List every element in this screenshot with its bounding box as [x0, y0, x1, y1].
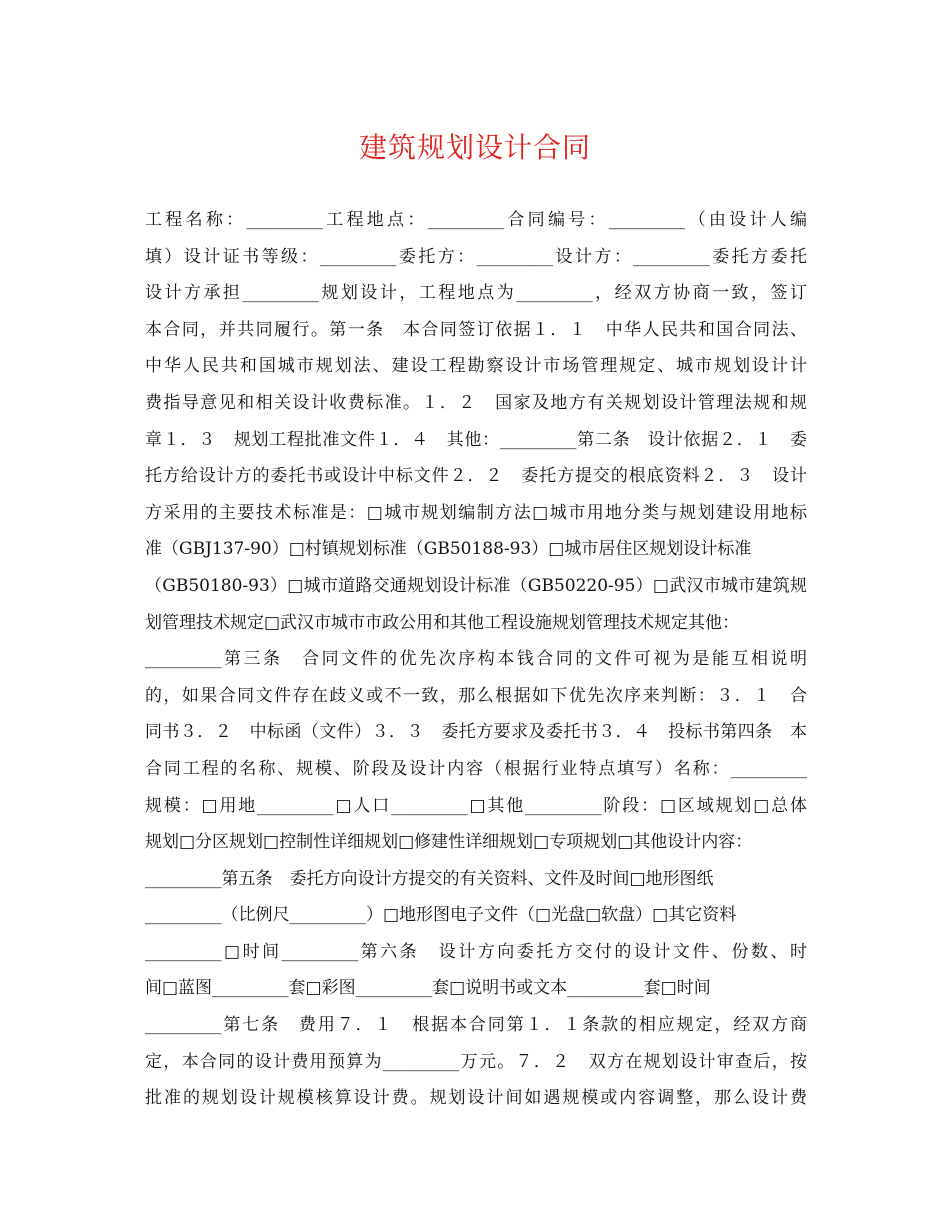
body-line: _________第七条 费用７．１ 根据本合同第１．１条款的相应规定，经双方商	[145, 1015, 807, 1036]
body-line: 费指导意见和相关设计收费标准。１．２ 国家及地方有关规划设计管理法规和规	[145, 392, 807, 413]
body-line: _________□时间_________第六条 设计方向委托方交付的设计文件、份数、时	[145, 941, 807, 962]
body-line: 间□蓝图_________套□彩图_________套□说明书或文本_________套□时间	[145, 978, 711, 999]
body-line: 定，本合同的设计费用预算为_________万元。７．２ 双方在规划设计审查后，按	[145, 1051, 807, 1072]
body-line: 准（GBJ137-90）□村镇规划标准（GB50188-93）□城市居住区规划设计标准	[145, 539, 752, 560]
body-line: 合同工程的名称、规模、阶段及设计内容（根据行业特点填写）名称：_________	[145, 758, 807, 779]
body-line: _________第三条 合同文件的优先次序构本钱合同的文件可视为是能互相说明	[145, 649, 807, 670]
body-line: 工程名称：_________工程地点：_________合同编号：_________（由设计人编	[145, 210, 807, 230]
body-line: _________（比例尺_________）□地形图电子文件（□光盘□软盘）□其它资料	[145, 905, 737, 926]
body-line: 托方给设计方的委托书或设计中标文件２．２ 委托方提交的根底资料２．３ 设计	[145, 466, 807, 487]
body-line: 规划□分区规划□控制性详细规划□修建性详细规划□专项规划□其他设计内容：	[145, 832, 753, 853]
contract-body	[145, 202, 807, 1117]
body-line: 的，如果合同文件存在歧义或不一致，那么根据如下优先次序来判断：３．１ 合	[145, 685, 807, 706]
body-line: 设计方承担_________规划设计，工程地点为_________，经双方协商一致，签订	[145, 283, 807, 304]
body-line: 批准的规划设计规模核算设计费。规划设计间如遇规模或内容调整，那么设计费	[145, 1088, 807, 1109]
body-line: 方采用的主要技术标准是：□城市规划编制方法□城市用地分类与规划建设用地标	[145, 502, 807, 523]
body-line: 规模：□用地_________□人口_________□其他_________阶段：□区域规划□总体	[145, 795, 807, 816]
body-line: 章１．３ 规划工程批准文件１．４ 其他：_________第二条 设计依据２．１ 委	[145, 429, 807, 450]
body-line: 同书３．２ 中标函（文件）３．３ 委托方要求及委托书３．４ 投标书第四条 本	[145, 722, 807, 743]
body-line: 中华人民共和国城市规划法、建设工程勘察设计市场管理规定、城市规划设计计	[145, 356, 807, 377]
body-line: （GB50180-93）□城市道路交通规划设计标准（GB50220-95）□武汉市城市建筑规	[145, 575, 807, 596]
document-title: 建筑规划设计合同	[358, 131, 591, 164]
body-line: 划管理技术规定□武汉市城市市政公用和其他工程设施规划管理技术规定其他：	[145, 612, 740, 633]
body-line: _________第五条 委托方向设计方提交的有关资料、文件及时间□地形图纸	[145, 868, 714, 889]
body-line: 本合同，并共同履行。第一条 本合同签订依据１．１ 中华人民共和国合同法、	[145, 319, 807, 340]
body-line: 填）设计证书等级：_________委托方：_________设计方：_________委托方委托	[145, 246, 807, 267]
